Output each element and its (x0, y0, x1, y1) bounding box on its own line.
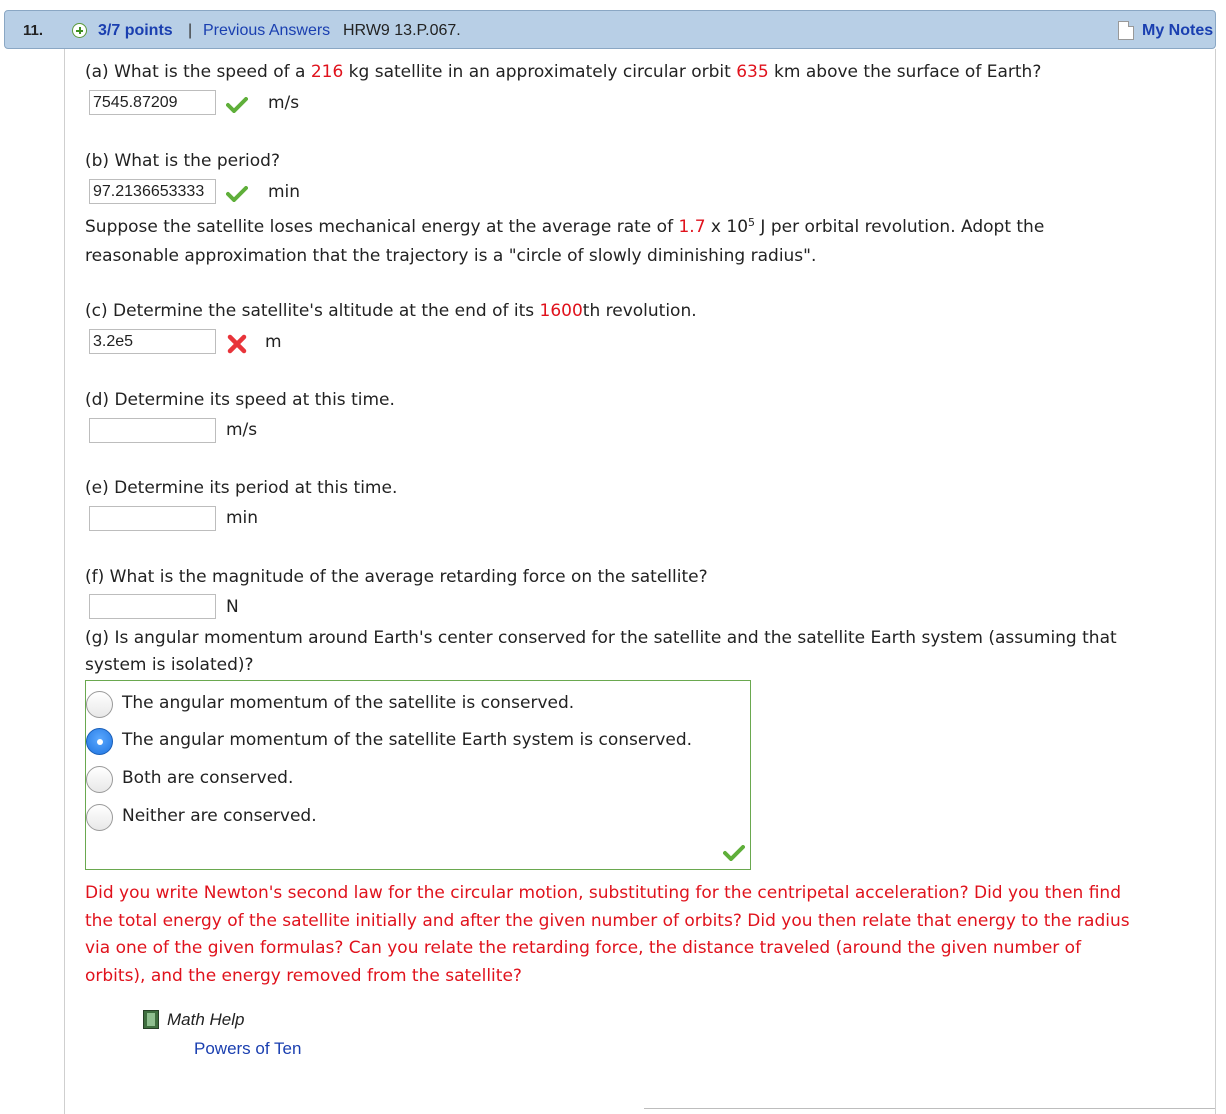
scenario-line-2: reasonable approximation that the trajectory is a "circle of slowly diminishing radius". (85, 246, 817, 266)
expand-plus-icon[interactable] (72, 23, 87, 38)
question-a-suffix: km above the surface of Earth? (768, 62, 1042, 82)
radio-option-3[interactable] (86, 766, 113, 793)
left-divider (64, 49, 65, 1114)
answer-e-field[interactable] (89, 506, 216, 531)
points-link[interactable]: 3/7 points (98, 22, 173, 39)
scenario-line-1 (85, 216, 1044, 238)
radio-option-2-selected[interactable] (86, 728, 113, 755)
option-1-label[interactable]: The angular momentum of the satellite is conserved. (122, 693, 575, 713)
hint-line: the total energy of the satellite initially and after the given number of orbits? Did you then relate that energy to the radius (85, 910, 1130, 931)
scenario-exponent: 5 (748, 216, 756, 229)
radio-option-1[interactable] (86, 691, 113, 718)
bottom-divider (644, 1108, 1215, 1109)
answer-f-field[interactable] (89, 594, 216, 619)
unit-d: m/s (226, 420, 258, 440)
problem-code: HRW9 13.P.067. (343, 22, 461, 39)
answer-a-field[interactable]: 7545.87209 (89, 90, 216, 115)
unit-c: m (265, 332, 282, 352)
energy-loss-rate: 1.7 (678, 217, 706, 237)
powers-of-ten-link[interactable]: Powers of Ten (194, 1039, 302, 1058)
incorrect-x-icon (227, 334, 247, 354)
previous-answers-link[interactable]: Previous Answers (203, 22, 331, 39)
scenario-times: x 10 (705, 217, 749, 237)
scenario-suffix: J per orbital revolution. Adopt the (755, 217, 1045, 237)
hint-line: orbits), and the energy removed from the satellite? (85, 965, 522, 986)
question-g-line-2: system is isolated)? (85, 655, 254, 675)
hint-text (85, 880, 1130, 990)
math-help-label: Math Help (167, 1010, 245, 1029)
hint-line: Did you write Newton's second law for the circular motion, substituting for the centripetal acceleration? Did you then find (85, 883, 1121, 903)
question-a (85, 61, 1041, 83)
option-2-label[interactable]: The angular momentum of the satellite Earth system is conserved. (122, 730, 693, 750)
question-f: (f) What is the magnitude of the average retarding force on the satellite? (85, 567, 708, 587)
answer-b-field[interactable]: 97.2136653333 (89, 179, 216, 204)
question-a-prefix: (a) What is the speed of a (85, 62, 311, 82)
satellite-mass-value: 216 (310, 62, 344, 82)
film-icon (143, 1010, 159, 1029)
unit-a: m/s (268, 93, 300, 113)
revolution-count: 1600 (539, 301, 583, 321)
unit-f: N (226, 597, 239, 617)
answer-c-field[interactable]: 3.2e5 (89, 329, 216, 354)
question-d: (d) Determine its speed at this time. (85, 390, 395, 410)
answer-d-field[interactable] (89, 418, 216, 443)
header-separator: | (188, 22, 193, 39)
question-b: (b) What is the period? (85, 151, 280, 171)
correct-check-icon (723, 845, 743, 857)
question-header (4, 10, 1216, 49)
question-c (85, 300, 697, 322)
question-c-suffix: th revolution. (582, 301, 697, 321)
my-notes-link[interactable]: My Notes (1142, 22, 1214, 39)
question-a-mid: kg satellite in an approximately circular orbit (343, 62, 737, 82)
unit-e: min (226, 508, 259, 528)
radio-option-4[interactable] (86, 804, 113, 831)
option-3-label[interactable]: Both are conserved. (122, 768, 294, 788)
question-e: (e) Determine its period at this time. (85, 478, 398, 498)
option-4-label[interactable]: Neither are conserved. (122, 806, 317, 826)
correct-check-icon (226, 97, 246, 109)
correct-check-icon (226, 186, 246, 198)
notes-page-icon[interactable] (1118, 21, 1134, 40)
question-number: 11. (23, 22, 44, 39)
question-c-prefix: (c) Determine the satellite's altitude at the end of its (85, 301, 540, 321)
scenario-prefix: Suppose the satellite loses mechanical energy at the average rate of (85, 217, 679, 237)
unit-b: min (268, 182, 301, 202)
orbit-altitude-value: 635 (736, 62, 769, 82)
hint-line: via one of the given formulas? Can you relate the retarding force, the distance traveled (around the given number of (85, 938, 1082, 958)
right-divider (1215, 49, 1216, 1114)
question-g-line-1: (g) Is angular momentum around Earth's center conserved for the satellite and the satellite Earth system (assuming that (85, 628, 1117, 648)
